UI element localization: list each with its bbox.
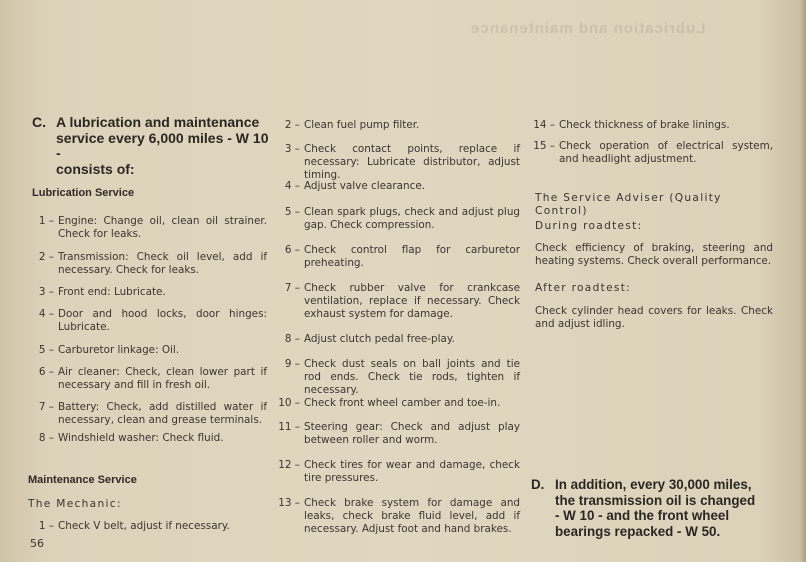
list-item: 9 – Check dust seals on ball joints and tie rod ends. Check tie rods, tighten if necessary. [284, 358, 520, 396]
page-number: 56 [30, 537, 44, 550]
section-title: A lubrication and maintenance service every 6,000 miles - W 10 - consists of: [56, 114, 269, 177]
list-item: 8 – Windshield washer: Check fluid. [38, 432, 224, 444]
list-item: 7 – Battery: Check, add distilled water if necessary, clean and grease terminals. [38, 401, 267, 426]
list-item: 1 – Engine: Change oil, clean oil strainer. Check for leaks. [38, 215, 267, 240]
section-d-heading [531, 477, 775, 539]
list-item: 11 – Steering gear: Check and adjust play between roller and worm. [278, 421, 520, 446]
section-c-heading [32, 115, 272, 177]
section-letter: C. [32, 114, 46, 130]
list-item: 4 – Door and hood locks, door hinges: Lubricate. [38, 308, 267, 333]
after-roadtest-label: After roadtest: [535, 282, 632, 294]
list-item: 13 – Check brake system for damage and leaks, check brake fluid level, add if necessary. Adjust foot and hand brakes. [278, 497, 520, 535]
during-roadtest-label: During roadtest: [535, 220, 643, 232]
list-item: 3 – Front end: Lubricate. [38, 286, 166, 298]
section-letter: D. [531, 477, 545, 492]
list-item: 7 – Check rubber valve for crankcase ventilation, replace if necessary. Check exhaust system for damage. [284, 282, 520, 320]
bleed-through-heading: Lubrication and maintenance [470, 20, 706, 37]
list-item: 3 – Check contact points, replace if necessary: Lubricate distributor, adjust timing. [284, 143, 520, 181]
list-item: 2 – Transmission: Check oil level, add if necessary. Check for leaks. [38, 251, 267, 276]
lubrication-service-heading: Lubrication Service [32, 187, 135, 199]
list-item: 5 – Clean spark plugs, check and adjust plug gap. Check compression. [284, 206, 520, 231]
list-item: 1 – Check V belt, adjust if necessary. [38, 520, 230, 532]
page-edge-shadow [800, 0, 806, 562]
during-roadtest-text: Check efficiency of braking, steering and heating systems. Check overall performance. [535, 242, 773, 267]
mechanic-label: The Mechanic: [28, 498, 122, 510]
after-roadtest-text: Check cylinder head covers for leaks. Check and adjust idling. [535, 305, 773, 330]
list-item: 4 – Adjust valve clearance. [284, 180, 426, 192]
service-adviser-heading: The Service Adviser (Quality Control) [535, 192, 722, 217]
list-item: 5 – Carburetor linkage: Oil. [38, 344, 180, 356]
section-title: In addition, every 30,000 miles, the transmission oil is changed - W 10 - and the front wheel bearings repacked - W 50. [555, 477, 756, 539]
list-item: 6 – Check control flap for carburetor preheating. [284, 244, 520, 269]
list-item: 12 – Check tires for wear and damage, check tire pressures. [278, 459, 520, 484]
maintenance-service-heading: Maintenance Service [28, 474, 137, 486]
list-item: 10 – Check front wheel camber and toe-in. [278, 397, 501, 409]
list-item: 2 – Clean fuel pump filter. [284, 119, 420, 131]
list-item: 8 – Adjust clutch pedal free-play. [284, 333, 455, 345]
list-item: 6 – Air cleaner: Check, clean lower part if necessary and fill in fresh oil. [38, 366, 267, 391]
list-item: 14 – Check thickness of brake linings. [533, 119, 730, 131]
list-item: 15 – Check operation of electrical system, and headlight adjustment. [533, 140, 773, 165]
